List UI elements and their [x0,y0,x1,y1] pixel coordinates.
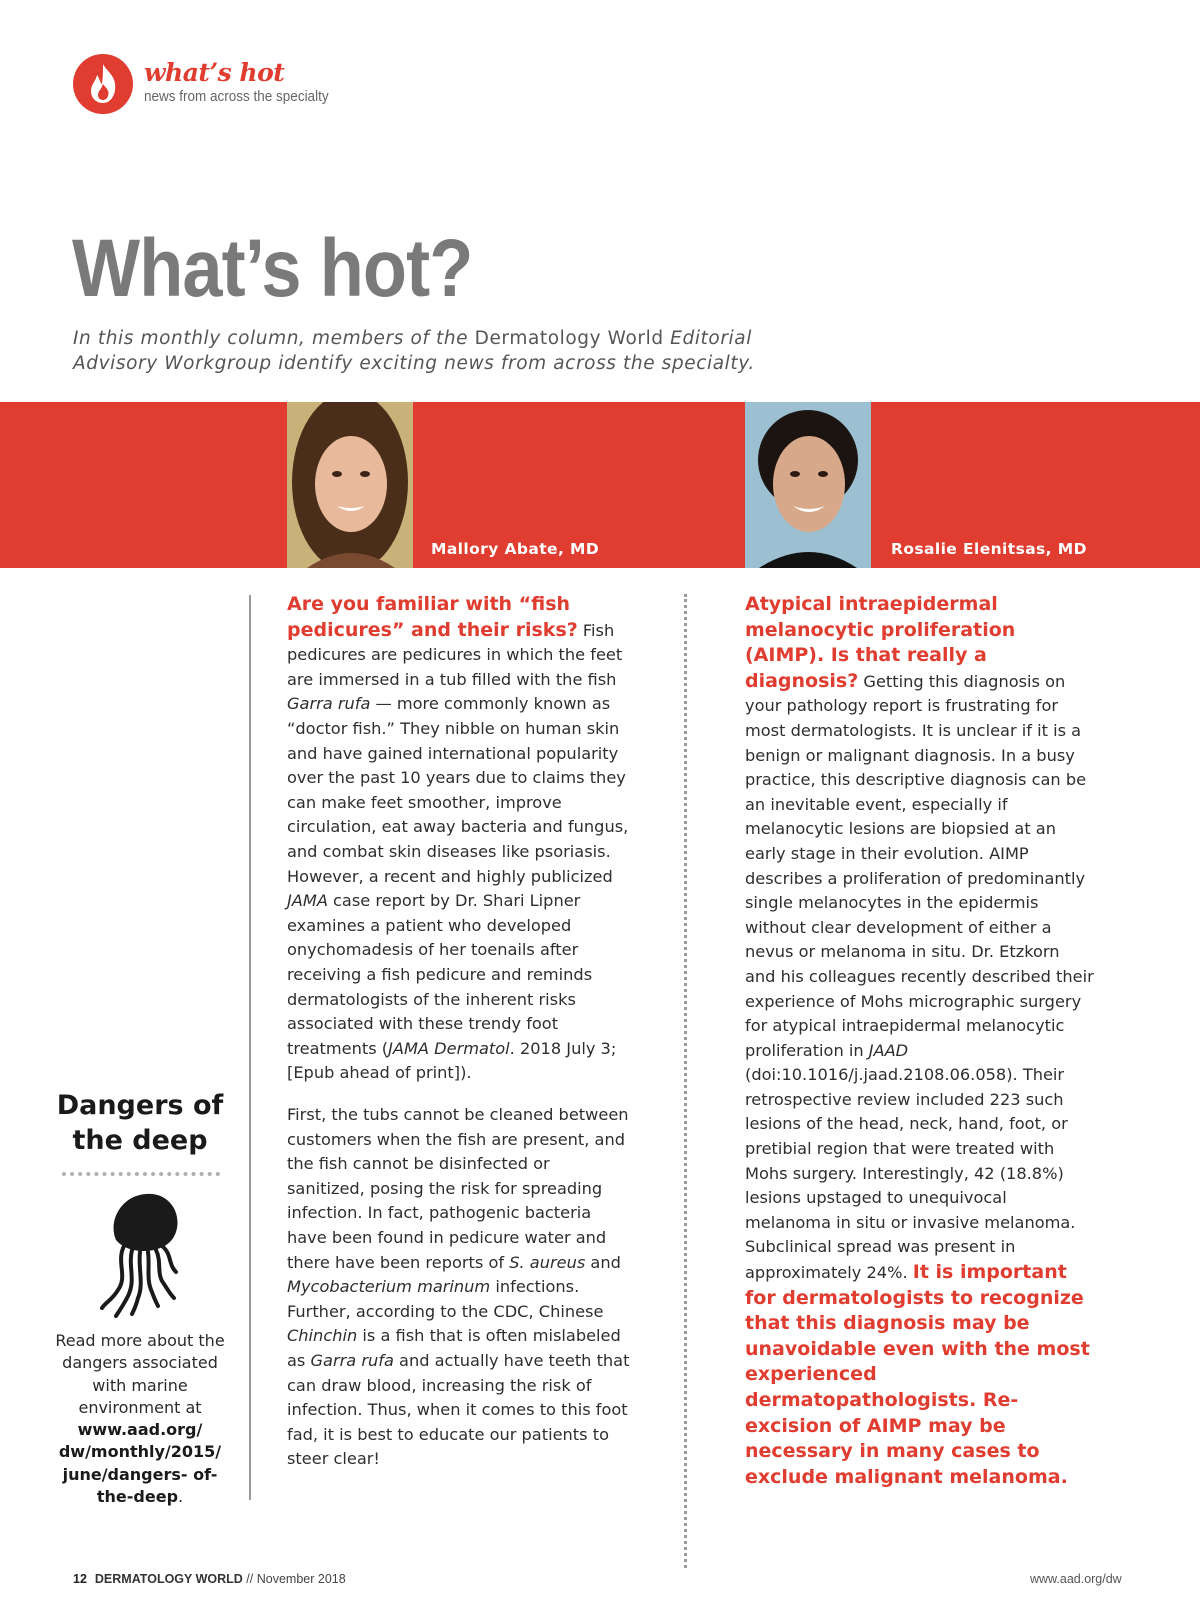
flame-icon [73,54,133,114]
section-kicker: what’s hot [144,58,285,87]
footer-url[interactable]: www.aad.org/dw [1030,1572,1122,1586]
article-fish-pedicures: Are you familiar with “fish pedicures” and their risks? Fish pedicures are pedicures in which the feet are immersed in a tub filled with the fish Garra rufa — more commonly known as “doctor fish.” They nibble on human skin and have gained international popularity over the past 10 years due to claims they can make feet smoother, improve circulation, eat away bacteria and fungus, and combat skin diseases like psoriasis. However, a recent and highly publicized JAMA case report by Dr. Shari Lipner examines a patient who developed onychomadesis of her toenails after receiving a fish pedicure and reminds dermatologists of the inherent risks associated with these trendy foot treatments (JAMA Dermatol. 2018 July 3; [Epub ahead of print]). [287,593,629,1083]
page-footer: 12 DERMATOLOGY WORLD // November 2018 [73,1572,346,1586]
page-title: What’s hot? [72,223,473,314]
section-subtitle: news from across the specialty [144,88,329,105]
sidebar-dotted-rule [62,1172,220,1176]
author-name-elenitsas: Rosalie Elenitsas, MD [891,540,1087,558]
article-conclusion: It is important for dermatologists to recognize that this diagnosis may be unavoidable even with the most experienced dermatopathologists. Re-excision of AIMP may be necessary in many cases to exclude malignant melanoma. [745,1261,1090,1488]
issue-date: November 2018 [256,1572,346,1586]
sidebar-link[interactable]: www.aad.org/ dw/monthly/2015/ june/dangers- of-the-deep [58,1420,222,1507]
publication-name: Dermatology World [474,328,664,349]
column-divider [684,594,687,1568]
sidebar-title: Dangers of the deep [56,1090,224,1156]
article-fish-pedicures-paragraph-2: First, the tubs cannot be cleaned between customers when the fish are present, and the fish cannot be disinfected or sanitized, posing the risk for spreading infection. In fact, pathogenic bacteria have been found in pedicure water and there have been reports of S. aureus and Mycobacterium marinum infections. Further, according to the CDC, Chinese Chinchin is a fish that is often mislabeled as Garra rufa and actually have teeth that can draw blood, increasing the risk of infection. Thus, when it comes to this foot fad, it is best to educate our patients to steer clear! [287,1105,630,1469]
sidebar-text: Read more about the dangers associated with marine environment at www.aad.org/ dw/monthly/2015/ june/dangers- of-the-deep. [55,1331,225,1507]
article-headline: Are you familiar with “fish pedicures” and their risks? [287,593,578,641]
intro-text: In this monthly column, members of the Dermatology World Editorial Advisory Workgroup identify exciting news from across the specialty. [73,328,755,374]
sidebar-divider [249,595,251,1500]
jellyfish-icon [98,1192,184,1322]
publication-name: DERMATOLOGY WORLD [94,1572,243,1586]
article-headline: Atypical intraepidermal melanocytic proliferation (AIMP). Is that really a diagnosis? [745,593,1016,692]
author-name-abate: Mallory Abate, MD [431,540,600,558]
page-number: 12 [73,1572,87,1586]
author-photo-elenitsas [745,402,871,568]
article-aimp: Atypical intraepidermal melanocytic proliferation (AIMP). Is that really a diagnosis? Getting this diagnosis on your pathology report is frustrating for most dermatologists. It is unclear if it is a benign or malignant diagnosis. In a busy practice, this descriptive diagnosis can be an inevitable event, especially if melanocytic lesions are biopsied at an early stage in their evolution. AIMP describes a proliferation of predominantly single melanocytes in the epidermis without clear development of either a nevus or melanoma in situ. Dr. Etzkorn and his colleagues recently described their experience of Mohs micrographic surgery for atypical intraepidermal melanocytic proliferation in JAAD (doi:10.1016/j.jaad.2108.06.058). Their retrospective review included 223 such lesions of the head, neck, hand, foot, or pretibial region that were treated with Mohs surgery. Interestingly, 42 (18.8%) lesions upstaged to unequivocal melanoma in situ or invasive melanoma. Subclinical spread was present in approximately 24%. It is important for dermatologists to recognize that this diagnosis may be unavoidable even with the most experienced dermatopathologists. Re-excision of AIMP may be necessary in many cases to exclude malignant melanoma. [745,593,1094,1488]
author-photo-abate [287,402,413,568]
